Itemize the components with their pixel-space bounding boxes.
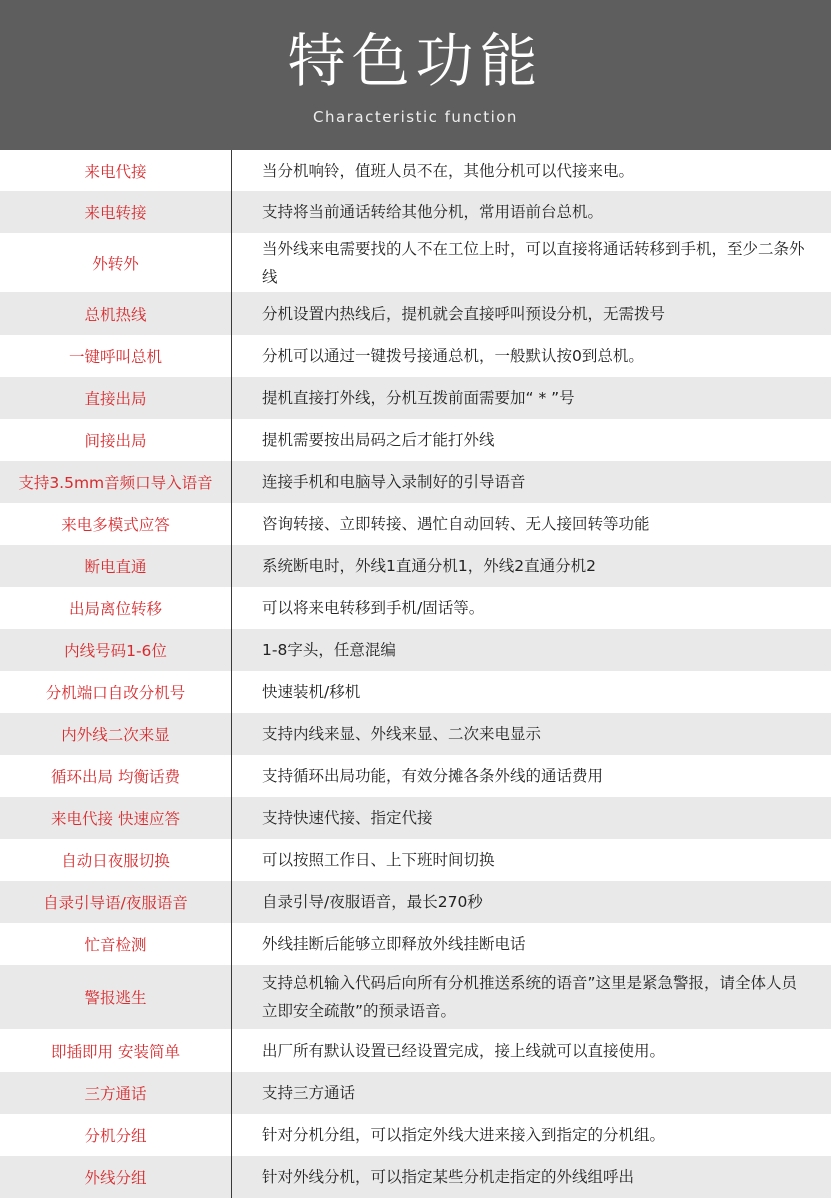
feature-description: 支持三方通话 bbox=[262, 1084, 356, 1102]
header-banner bbox=[0, 0, 831, 150]
table-row bbox=[0, 503, 831, 545]
feature-description: 连接手机和电脑导入录制好的引导语音 bbox=[262, 473, 526, 491]
feature-name: 外转外 bbox=[92, 254, 139, 273]
table-row bbox=[0, 1072, 831, 1114]
table-row bbox=[0, 1029, 831, 1072]
feature-name: 内线号码1-6位 bbox=[64, 642, 167, 660]
table-row bbox=[0, 965, 831, 1029]
table-row bbox=[0, 797, 831, 839]
feature-name: 循环出局 均衡话费 bbox=[51, 768, 180, 786]
table-row bbox=[0, 233, 831, 292]
table-row bbox=[0, 419, 831, 461]
table-row bbox=[0, 461, 831, 503]
feature-name: 间接出局 bbox=[84, 432, 147, 450]
feature-name: 忙音检测 bbox=[84, 936, 147, 954]
feature-name: 警报逃生 bbox=[84, 989, 147, 1007]
feature-name: 自录引导语/夜服语音 bbox=[43, 894, 188, 912]
table-row bbox=[0, 587, 831, 629]
feature-name: 来电代接 快速应答 bbox=[51, 810, 180, 828]
feature-description: 当外线来电需要找的人不在工位上时，可以直接将通话转移到手机，至少二条外线 bbox=[262, 239, 805, 286]
feature-name: 直接出局 bbox=[84, 390, 147, 408]
page-title: 特色功能 bbox=[287, 27, 544, 95]
feature-description: 1-8字头，任意混编 bbox=[262, 641, 396, 659]
feature-description: 支持将当前通话转给其他分机，常用语前台总机。 bbox=[262, 203, 604, 221]
feature-description: 提机需要按出局码之后才能打外线 bbox=[262, 431, 495, 449]
feature-name: 出局离位转移 bbox=[68, 600, 162, 618]
page-subtitle: Characteristic function bbox=[313, 108, 518, 126]
table-row bbox=[0, 335, 831, 377]
feature-name: 一键呼叫总机 bbox=[68, 348, 162, 366]
feature-description: 自录引导/夜服语音，最长270秒 bbox=[262, 893, 483, 911]
feature-description: 系统断电时，外线1直通分机1，外线2直通分机2 bbox=[262, 557, 596, 575]
feature-description: 分机设置内热线后，提机就会直接呼叫预设分机，无需拨号 bbox=[262, 304, 666, 323]
table-row bbox=[0, 755, 831, 797]
feature-name: 自动日夜服切换 bbox=[61, 852, 170, 870]
feature-name: 来电代接 bbox=[84, 162, 147, 181]
feature-description: 支持内线来显、外线来显、二次来电显示 bbox=[262, 725, 542, 743]
table-row bbox=[0, 629, 831, 671]
feature-name: 外线分组 bbox=[84, 1169, 147, 1187]
feature-description: 支持循环出局功能，有效分摊各条外线的通话费用 bbox=[262, 767, 604, 785]
feature-name: 总机热线 bbox=[84, 305, 147, 324]
feature-description: 外线挂断后能够立即释放外线挂断电话 bbox=[262, 935, 526, 953]
table-row bbox=[0, 839, 831, 881]
feature-name: 分机分组 bbox=[84, 1127, 147, 1145]
table-row bbox=[0, 292, 831, 335]
table-row bbox=[0, 881, 831, 923]
table-row bbox=[0, 377, 831, 419]
feature-name: 三方通话 bbox=[84, 1085, 147, 1103]
feature-description: 针对分机分组，可以指定外线大进来接入到指定的分机组。 bbox=[262, 1126, 666, 1144]
table-row bbox=[0, 150, 831, 191]
feature-name: 分机端口自改分机号 bbox=[45, 684, 186, 702]
feature-description: 分机可以通过一键拨号接通总机，一般默认按0到总机。 bbox=[262, 347, 644, 365]
feature-description: 提机直接打外线，分机互拨前面需要加“ * ”号 bbox=[262, 389, 575, 407]
feature-name: 即插即用 安装简单 bbox=[51, 1042, 180, 1061]
feature-description: 咨询转接、立即转接、遇忙自动回转、无人接回转等功能 bbox=[262, 515, 650, 533]
feature-name: 支持3.5mm音频口导入语音 bbox=[18, 474, 213, 492]
feature-description: 当分机响铃，值班人员不在，其他分机可以代接来电。 bbox=[262, 161, 635, 180]
table-row bbox=[0, 191, 831, 233]
feature-name: 来电多模式应答 bbox=[61, 516, 170, 534]
feature-description: 快速装机/移机 bbox=[262, 683, 361, 701]
feature-description: 可以按照工作日、上下班时间切换 bbox=[262, 851, 495, 869]
table-row bbox=[0, 713, 831, 755]
table-row bbox=[0, 1156, 831, 1198]
feature-description: 支持总机输入代码后向所有分机推送系统的语音”这里是紧急警报，请全体人员立即安全疏散”的预录语音。 bbox=[262, 974, 798, 1020]
table-row bbox=[0, 545, 831, 587]
table-row bbox=[0, 1114, 831, 1156]
feature-name: 内外线二次来显 bbox=[61, 726, 170, 744]
table-row bbox=[0, 671, 831, 713]
feature-description: 可以将来电转移到手机/固话等。 bbox=[262, 599, 485, 617]
feature-name: 来电转接 bbox=[84, 204, 147, 222]
feature-name: 断电直通 bbox=[84, 558, 147, 576]
feature-description: 支持快速代接、指定代接 bbox=[262, 809, 433, 827]
table-row bbox=[0, 923, 831, 965]
feature-table bbox=[0, 150, 831, 1198]
feature-description: 出厂所有默认设置已经设置完成，接上线就可以直接使用。 bbox=[262, 1041, 666, 1060]
feature-description: 针对外线分机，可以指定某些分机走指定的外线组呼出 bbox=[262, 1168, 635, 1186]
